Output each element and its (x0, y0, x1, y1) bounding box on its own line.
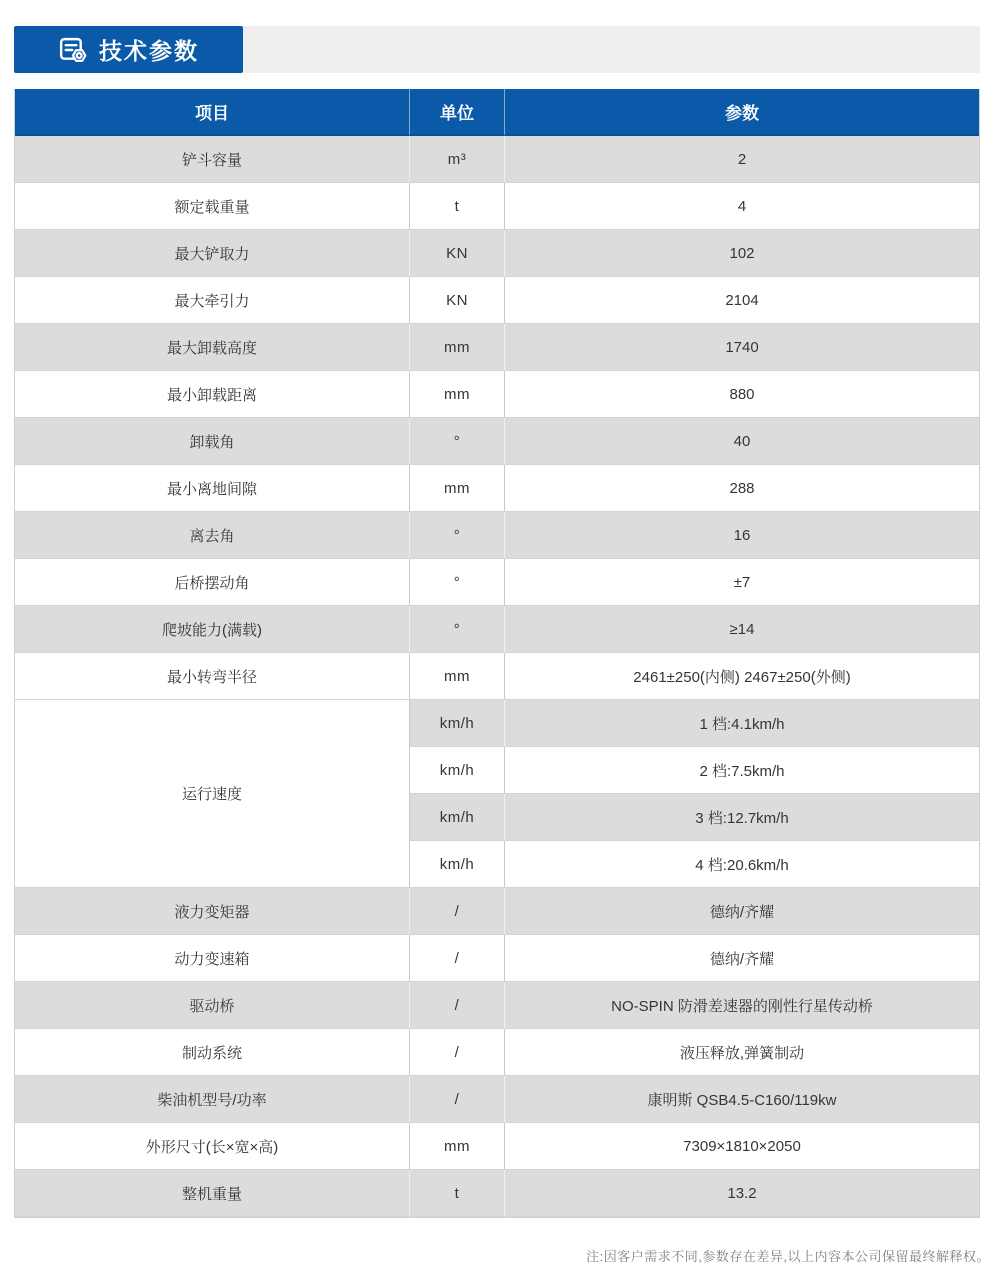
row-unit: ° (410, 559, 505, 606)
row-value: 1740 (505, 324, 979, 371)
table-row (15, 935, 979, 982)
row-value: 102 (505, 230, 979, 277)
row-value: 2461±250(内侧) 2467±250(外侧) (505, 653, 979, 700)
row-item: 卸载角 (15, 418, 410, 465)
table-row (15, 1076, 979, 1123)
row-unit: t (410, 183, 505, 230)
col-header-item: 项目 (15, 89, 410, 136)
table-row (15, 277, 979, 324)
row-item: 柴油机型号/功率 (15, 1076, 410, 1123)
row-value: 1 档:4.1km/h (505, 700, 979, 747)
row-item: 动力变速箱 (15, 935, 410, 982)
row-unit: mm (410, 465, 505, 512)
row-item: 铲斗容量 (15, 136, 410, 183)
row-unit: t (410, 1170, 505, 1217)
row-unit: km/h (410, 747, 505, 794)
table-row (15, 230, 979, 277)
row-value: 康明斯 QSB4.5-C160/119kw (505, 1076, 979, 1123)
table-row (15, 465, 979, 512)
col-header-value: 参数 (505, 89, 979, 136)
row-item: 爬坡能力(满载) (15, 606, 410, 653)
row-unit: km/h (410, 841, 505, 888)
row-item-speed-merged: 运行速度 (15, 700, 410, 888)
row-unit: / (410, 1029, 505, 1076)
row-unit: mm (410, 371, 505, 418)
row-item: 离去角 (15, 512, 410, 559)
table-header-row (15, 89, 979, 136)
row-unit: km/h (410, 700, 505, 747)
table-row (15, 512, 979, 559)
row-item: 后桥摆动角 (15, 559, 410, 606)
row-unit: KN (410, 230, 505, 277)
table-row (15, 136, 979, 183)
table-row (15, 888, 979, 935)
row-unit: ° (410, 606, 505, 653)
table-row-speed (15, 700, 979, 747)
row-value: 2 (505, 136, 979, 183)
row-item: 额定载重量 (15, 183, 410, 230)
row-value: 16 (505, 512, 979, 559)
table-row (15, 559, 979, 606)
table-row (15, 653, 979, 700)
table-row (15, 418, 979, 465)
row-unit: / (410, 982, 505, 1029)
row-value: 德纳/齐耀 (505, 888, 979, 935)
row-unit: ° (410, 418, 505, 465)
row-item: 制动系统 (15, 1029, 410, 1076)
table-row (15, 371, 979, 418)
row-value: 3 档:12.7km/h (505, 794, 979, 841)
row-item: 最大铲取力 (15, 230, 410, 277)
row-unit: / (410, 935, 505, 982)
row-item: 最小卸载距离 (15, 371, 410, 418)
row-value: 4 档:20.6km/h (505, 841, 979, 888)
spec-table (14, 89, 980, 1218)
row-unit: mm (410, 324, 505, 371)
table-row (15, 324, 979, 371)
row-value: 2 档:7.5km/h (505, 747, 979, 794)
row-value: 40 (505, 418, 979, 465)
row-value: 880 (505, 371, 979, 418)
row-item: 驱动桥 (15, 982, 410, 1029)
table-row (15, 606, 979, 653)
row-unit: m³ (410, 136, 505, 183)
table-row (15, 1123, 979, 1170)
table-row (15, 183, 979, 230)
table-row (15, 1170, 979, 1217)
row-unit: mm (410, 653, 505, 700)
row-value: ≥14 (505, 606, 979, 653)
section-title-badge (14, 26, 243, 73)
row-item: 最小转弯半径 (15, 653, 410, 700)
row-unit: ° (410, 512, 505, 559)
spec-list-gear-icon (58, 35, 87, 64)
section-title-bar (14, 26, 980, 73)
row-value: ±7 (505, 559, 979, 606)
row-value: 德纳/齐耀 (505, 935, 979, 982)
footnote: 注:因客户需求不同,参数存在差异,以上内容本公司保留最终解释权。 (586, 1249, 990, 1264)
row-item: 最大牵引力 (15, 277, 410, 324)
row-item: 最大卸载高度 (15, 324, 410, 371)
row-value: 液压释放,弹簧制动 (505, 1029, 979, 1076)
table-row (15, 982, 979, 1029)
row-value: 2104 (505, 277, 979, 324)
row-unit: km/h (410, 794, 505, 841)
row-value: 4 (505, 183, 979, 230)
table-row (15, 1029, 979, 1076)
row-value: 13.2 (505, 1170, 979, 1217)
row-unit: KN (410, 277, 505, 324)
row-item: 最小离地间隙 (15, 465, 410, 512)
row-item: 外形尺寸(长×宽×高) (15, 1123, 410, 1170)
row-unit: mm (410, 1123, 505, 1170)
row-unit: / (410, 888, 505, 935)
row-item: 整机重量 (15, 1170, 410, 1217)
row-value: NO-SPIN 防滑差速器的刚性行星传动桥 (505, 982, 979, 1029)
section-title: 技术参数 (99, 38, 199, 64)
row-item: 液力变矩器 (15, 888, 410, 935)
title-strip (243, 26, 980, 73)
row-value: 288 (505, 465, 979, 512)
row-unit: / (410, 1076, 505, 1123)
row-value: 7309×1810×2050 (505, 1123, 979, 1170)
col-header-unit: 单位 (410, 89, 505, 136)
